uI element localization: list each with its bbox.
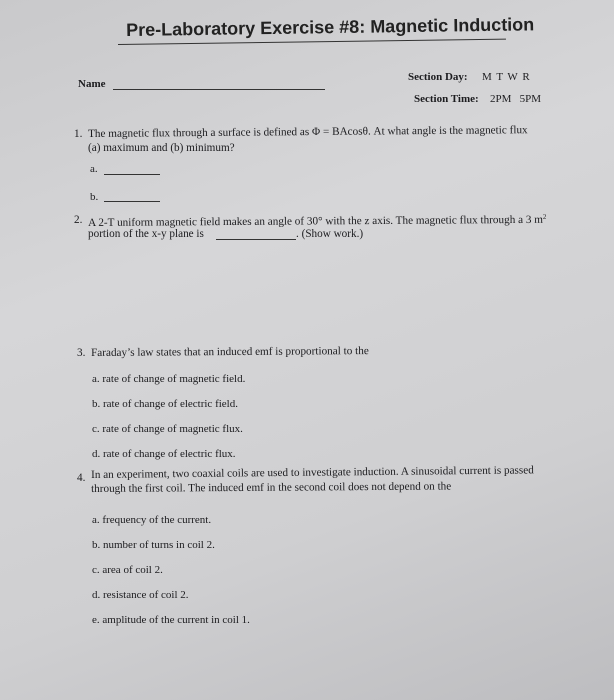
answer-2-blank[interactable] bbox=[216, 239, 296, 240]
section-day-label: Section Day: bbox=[408, 71, 468, 83]
question-2-subtext: portion of the x-y plane is bbox=[88, 228, 204, 240]
question-1-text: The magnetic flux through a surface is defined as Φ = BAcosθ. At what angle is the magnetic flux bbox=[88, 124, 528, 140]
page-title: Pre-Laboratory Exercise #8: Magnetic Induction bbox=[126, 14, 535, 40]
question-4-option-e[interactable]: e. amplitude of the current in coil 1. bbox=[92, 614, 250, 626]
section-day-options[interactable]: M T W R bbox=[482, 71, 530, 83]
question-4-subtext: through the first coil. The induced emf in the second coil does not depend on the bbox=[91, 480, 452, 495]
section-time-options[interactable]: 2PM 5PM bbox=[490, 93, 542, 105]
question-3-option-c[interactable]: c. rate of change of magnetic flux. bbox=[92, 423, 243, 435]
question-4-option-d[interactable]: d. resistance of coil 2. bbox=[92, 589, 189, 601]
question-2-text-main: A 2-T uniform magnetic field makes an angle of 30° with the z axis. The magnetic flux through a 3 m bbox=[88, 213, 543, 229]
question-1-number: 1. bbox=[74, 128, 83, 140]
question-4-number: 4. bbox=[77, 472, 86, 484]
name-blank-line[interactable] bbox=[113, 89, 325, 90]
question-3-option-b[interactable]: b. rate of change of electric field. bbox=[92, 398, 238, 410]
answer-1b-blank[interactable] bbox=[104, 201, 160, 202]
section-time-label: Section Time: bbox=[414, 93, 479, 105]
answer-1a-label: a. bbox=[90, 163, 98, 175]
question-2-superscript: 2 bbox=[542, 212, 547, 221]
answer-1a-blank[interactable] bbox=[104, 174, 160, 175]
question-4-option-c[interactable]: c. area of coil 2. bbox=[92, 564, 163, 576]
question-1-subtext: (a) maximum and (b) minimum? bbox=[88, 142, 235, 154]
question-4-option-a[interactable]: a. frequency of the current. bbox=[92, 514, 212, 526]
question-4-option-b[interactable]: b. number of turns in coil 2. bbox=[92, 539, 215, 551]
question-4-text: In an experiment, two coaxial coils are used to investigate induction. A sinusoidal current is passed bbox=[91, 464, 534, 481]
question-3-option-a[interactable]: a. rate of change of magnetic field. bbox=[92, 373, 246, 385]
name-label: Name bbox=[78, 78, 106, 90]
question-3-number: 3. bbox=[77, 347, 86, 359]
question-2-show-work: . (Show work.) bbox=[296, 228, 364, 240]
question-3-option-d[interactable]: d. rate of change of electric flux. bbox=[92, 448, 236, 460]
answer-1b-label: b. bbox=[90, 191, 99, 203]
question-2-number: 2. bbox=[74, 214, 83, 226]
question-3-text: Faraday’s law states that an induced emf is proportional to the bbox=[91, 345, 369, 359]
